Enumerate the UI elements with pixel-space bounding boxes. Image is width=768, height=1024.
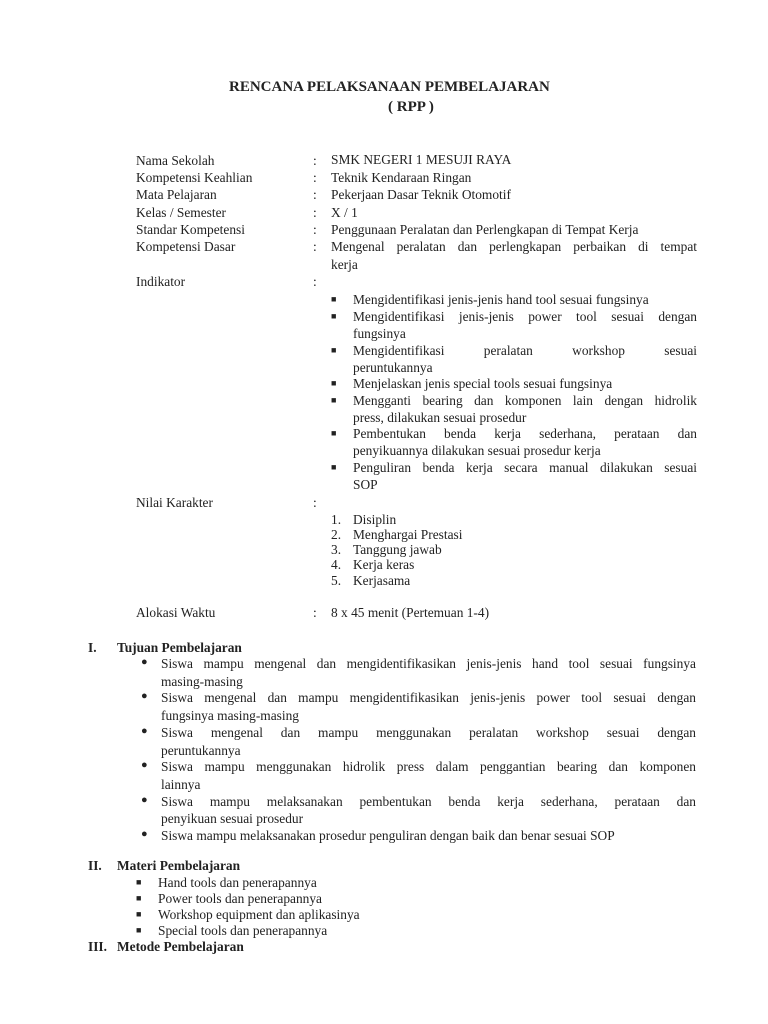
section-number: I. — [88, 640, 97, 655]
page-title: RENCANA PELAKSANAAN PEMBELAJARAN — [229, 79, 550, 95]
list-item-cont: masing-masing — [161, 674, 243, 689]
list-item: Mengidentifikasi jenis-jenis power tool sesuai dengan — [353, 309, 697, 324]
list-item: Siswa mampu melaksanakan pembentukan benda kerja sederhana, perataan dan — [161, 794, 696, 809]
alokasi-waktu-value: 8 x 45 menit (Pertemuan 1-4) — [331, 605, 490, 620]
list-item: Power tools dan penerapannya — [158, 891, 322, 906]
standar-kompetensi-value: Penggunaan Peralatan dan Perlengkapan di Tempat Kerja — [331, 222, 639, 237]
list-item-cont: fungsinya — [353, 326, 406, 341]
kelas-semester-value: X / 1 — [331, 205, 358, 220]
list-item: Mengidentifikasi peralatan workshop sesuai — [353, 343, 697, 358]
alokasi-waktu-label: Alokasi Waktu — [136, 605, 216, 620]
indikator-label: Indikator — [136, 274, 186, 289]
bullet-square-icon: ■ — [136, 909, 142, 919]
colon: : — [313, 239, 317, 254]
list-item: Mengidentifikasi jenis-jenis hand tool sesuai fungsinya — [353, 292, 649, 307]
kelas-semester-label: Kelas / Semester — [136, 205, 226, 220]
mata-pelajaran-value: Pekerjaan Dasar Teknik Otomotif — [331, 187, 511, 202]
section-heading-tujuan: Tujuan Pembelajaran — [117, 640, 242, 655]
list-item: Siswa mampu melaksanakan prosedur penguliran dengan baik dan benar sesuai SOP — [161, 828, 615, 843]
bullet-square-icon: ■ — [136, 877, 142, 887]
list-item: Siswa mengenal dan mampu mengidentifikasikan jenis-jenis power tool sesuai dengan — [161, 690, 696, 705]
list-item-cont: fungsinya masing-masing — [161, 708, 299, 723]
bullet-square-icon: ■ — [136, 925, 142, 935]
list-item-cont: penyikuannya dilakukan sesuai prosedur kerja — [353, 443, 601, 458]
nilai-karakter-label: Nilai Karakter — [136, 495, 213, 510]
list-item-cont: SOP — [353, 477, 378, 492]
bullet-square-icon: ■ — [331, 294, 337, 304]
list-item-cont: peruntukannya — [161, 743, 241, 758]
nama-sekolah-label: Nama Sekolah — [136, 153, 215, 168]
list-number: 2. — [331, 527, 342, 542]
bullet-square-icon: ■ — [331, 378, 337, 388]
colon: : — [313, 605, 317, 620]
list-number: 3. — [331, 542, 342, 557]
list-item: Mengganti bearing dan komponen lain dengan hidrolik — [353, 393, 697, 408]
section-number: III. — [88, 939, 107, 954]
section-heading-materi: Materi Pembelajaran — [117, 858, 241, 873]
bullet-dot-icon: ● — [141, 828, 148, 840]
nama-sekolah-value: SMK NEGERI 1 MESUJI RAYA — [331, 152, 512, 167]
bullet-dot-icon: ● — [141, 794, 148, 806]
list-item: Tanggung jawab — [353, 542, 442, 557]
list-item: Pembentukan benda kerja sederhana, perataan dan — [353, 426, 697, 441]
bullet-square-icon: ■ — [331, 395, 337, 405]
list-item: Disiplin — [353, 512, 397, 527]
list-item: Kerjasama — [353, 573, 411, 588]
list-item: Siswa mampu mengenal dan mengidentifikasikan jenis-jenis hand tool sesuai fungsinya — [161, 656, 696, 671]
list-item: Menjelaskan jenis special tools sesuai fungsinya — [353, 376, 613, 391]
bullet-dot-icon: ● — [141, 690, 148, 702]
kompetensi-keahlian-value: Teknik Kendaraan Ringan — [331, 170, 472, 185]
list-item: Penguliran benda kerja secara manual dilakukan sesuai — [353, 460, 697, 475]
colon: : — [313, 274, 317, 289]
colon: : — [313, 153, 317, 168]
list-item: Hand tools dan penerapannya — [158, 875, 317, 890]
section-number: II. — [88, 858, 102, 873]
kompetensi-keahlian-label: Kompetensi Keahlian — [136, 170, 253, 185]
list-item-cont: press, dilakukan sesuai prosedur — [353, 410, 527, 425]
list-number: 5. — [331, 573, 342, 588]
bullet-dot-icon: ● — [141, 725, 148, 737]
bullet-square-icon: ■ — [136, 893, 142, 903]
page-subtitle: ( RPP ) — [388, 99, 434, 115]
bullet-square-icon: ■ — [331, 311, 337, 321]
list-item: Special tools dan penerapannya — [158, 923, 328, 938]
mata-pelajaran-label: Mata Pelajaran — [136, 187, 217, 202]
kompetensi-dasar-value-cont: kerja — [331, 257, 358, 272]
colon: : — [313, 187, 317, 202]
bullet-square-icon: ■ — [331, 345, 337, 355]
kompetensi-dasar-label: Kompetensi Dasar — [136, 239, 236, 254]
list-item: Kerja keras — [353, 557, 415, 572]
list-item-cont: lainnya — [161, 777, 201, 792]
kompetensi-dasar-value: Mengenal peralatan dan perlengkapan perbaikan di tempat — [331, 239, 697, 254]
bullet-square-icon: ■ — [331, 428, 337, 438]
bullet-square-icon: ■ — [331, 462, 337, 472]
standar-kompetensi-label: Standar Kompetensi — [136, 222, 245, 237]
bullet-dot-icon: ● — [141, 759, 148, 771]
section-heading-metode: Metode Pembelajaran — [117, 939, 244, 954]
colon: : — [313, 170, 317, 185]
list-item: Siswa mengenal dan mampu menggunakan peralatan workshop sesuai dengan — [161, 725, 696, 740]
list-item: Workshop equipment dan aplikasinya — [158, 907, 360, 922]
list-number: 4. — [331, 557, 342, 572]
list-item-cont: peruntukannya — [353, 360, 433, 375]
bullet-dot-icon: ● — [141, 656, 148, 668]
list-item: Menghargai Prestasi — [353, 527, 463, 542]
colon: : — [313, 495, 317, 510]
colon: : — [313, 205, 317, 220]
colon: : — [313, 222, 317, 237]
list-item-cont: penyikuan sesuai prosedur — [161, 811, 304, 826]
list-number: 1. — [331, 512, 342, 527]
list-item: Siswa mampu menggunakan hidrolik press dalam penggantian bearing dan komponen — [161, 759, 696, 774]
